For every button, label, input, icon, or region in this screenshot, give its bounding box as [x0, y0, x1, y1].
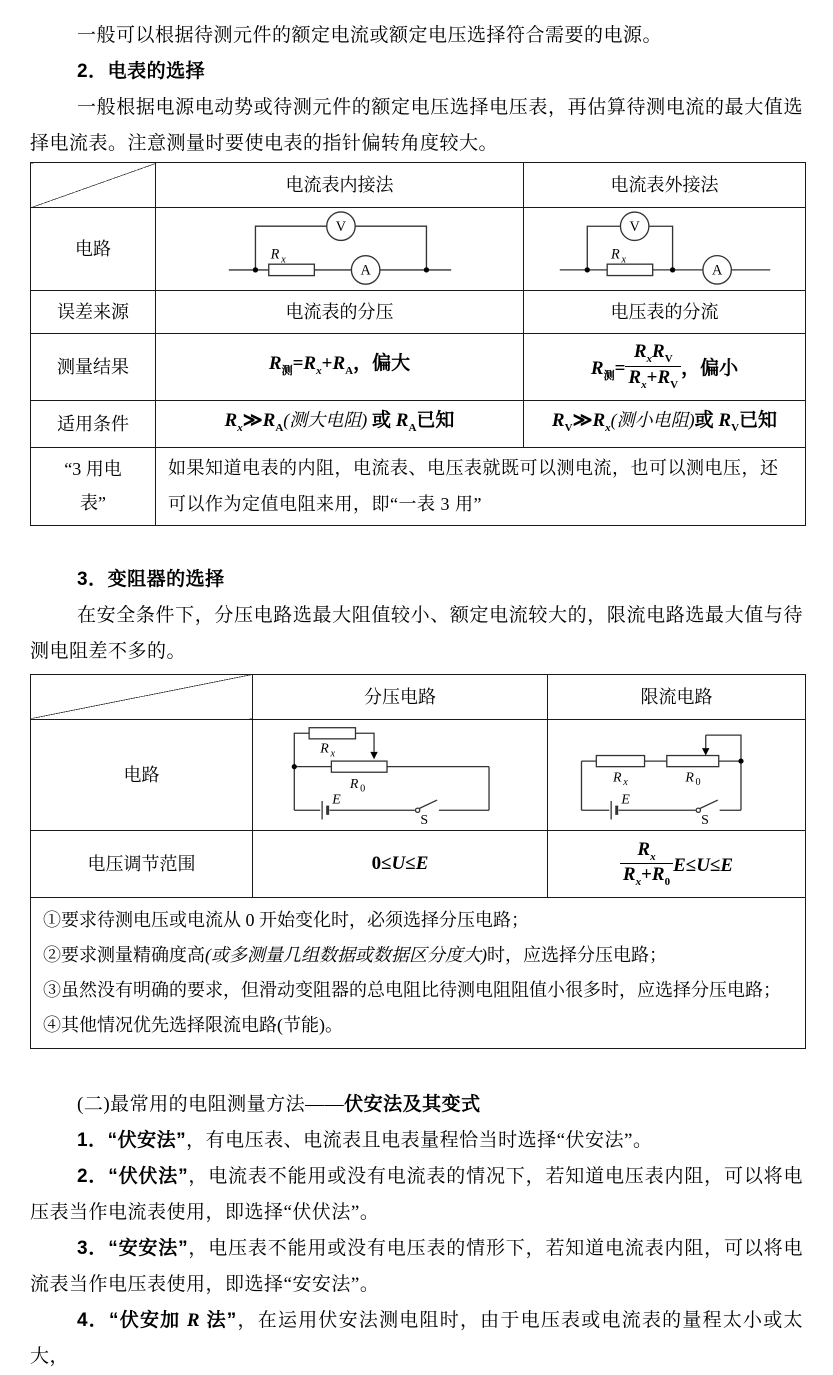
emf-label: E — [332, 792, 341, 808]
ammeter-icon: A — [711, 262, 722, 279]
method-item-4: 4．“伏安加 R 法”，在运用伏安法测电阻时，由于电压表或电流表的量程太小或太大， — [30, 1309, 803, 1367]
table2-circuit-row — [31, 719, 806, 830]
note-4: ④其他情况优先选择限流电路(节能)。 — [43, 1014, 343, 1035]
row-label-voltage-range: 电压调节范围 — [31, 830, 253, 897]
emf-label: E — [620, 792, 630, 808]
switch-label: S — [700, 812, 709, 826]
note-3: ③虽然没有明确的要求，但滑动变阻器的总电阻比待测电阻阻值小很多时，应选择分压电路； — [43, 979, 781, 1000]
intro-paragraph: 一般可以根据待测元件的额定电流或额定电压选择符合需要的电源。 — [77, 25, 663, 46]
table1-header-row — [31, 163, 806, 208]
result-internal-formula: $R_测=R_x+R_A$，偏大 — [268, 353, 411, 377]
row-label-circuit: 电路 — [31, 208, 156, 291]
condition-external-formula: $R_V≫R_x$(测小电阻)或 $R_V$已知 — [551, 410, 778, 434]
rx-label: R — [320, 741, 329, 757]
rx-subscript: x — [622, 776, 628, 788]
section-3-heading: 3．变阻器的选择 — [77, 568, 225, 590]
condition-external — [524, 401, 806, 448]
rx-label: R — [610, 246, 620, 263]
diagonal-header-cell — [31, 163, 156, 208]
voltmeter-icon: V — [629, 218, 640, 235]
rx-subscript: x — [280, 254, 286, 266]
error-internal: 电流表的分压 — [156, 291, 524, 334]
ammeter-icon: A — [360, 262, 371, 279]
internal-connection-circuit-diagram — [220, 211, 460, 287]
switch-label: S — [420, 812, 429, 826]
table2-header-row — [31, 674, 806, 719]
condition-internal — [156, 401, 524, 448]
rx-subscript: x — [330, 748, 335, 760]
col-header-divider: 分压电路 — [253, 674, 548, 719]
note-1: ①要求待测电压或电流从 0 开始变化时，必须选择分压电路； — [43, 909, 529, 930]
rx-subscript: x — [620, 254, 626, 266]
voltage-divider-circuit-diagram — [277, 724, 523, 826]
row-label-error-source: 误差来源 — [31, 291, 156, 334]
r0-label: R — [349, 776, 359, 792]
section-2-heading: 2．电表的选择 — [77, 61, 206, 82]
range-limiter — [548, 830, 806, 897]
row-label-three-use: “3 用电表” — [31, 447, 156, 525]
ammeter-connection-table — [30, 162, 806, 526]
rx-label: R — [612, 770, 622, 786]
table1-result-row — [31, 334, 806, 401]
error-external: 电压表的分流 — [524, 291, 806, 334]
table2-range-row — [31, 830, 806, 897]
table1-three-use-row — [31, 447, 806, 525]
r0-subscript: 0 — [695, 776, 701, 788]
range-divider-formula: 0≤U≤E — [371, 853, 429, 875]
table2-notes-row — [31, 897, 806, 1048]
current-limiter-circuit-diagram — [568, 724, 786, 826]
row-label-circuit: 电路 — [31, 719, 253, 830]
circuit-internal-cell — [156, 208, 524, 291]
circuit-limiter-cell — [548, 719, 806, 830]
result-internal — [156, 334, 524, 401]
result-external — [524, 334, 806, 401]
col-header-internal: 电流表内接法 — [156, 163, 524, 208]
subsection-2-heading: (二)最常用的电阻测量方法——伏安法及其变式 — [77, 1093, 481, 1115]
r0-label: R — [684, 770, 694, 786]
selection-notes-cell — [31, 897, 806, 1048]
section-3-paragraph: 在安全条件下，分压电路选最大阻值较小、额定电流较大的，限流电路选最大值与待测电阻差不多的。 — [30, 604, 803, 662]
col-header-external: 电流表外接法 — [524, 163, 806, 208]
note-2: ②要求测量精确度高(或多测量几组数据或数据区分度大)时，应选择分压电路； — [43, 944, 667, 965]
result-external-formula: $R_测=$ $\frac{R_xR_V}{R_x+R_V}$ ，偏小 — [590, 341, 739, 391]
section-2-paragraph: 一般根据电源电动势或待测元件的额定电压选择电压表，再估算待测电流的最大值选择电流表。注意测量时要使电表的指针偏转角度较大。 — [30, 97, 803, 154]
circuit-external-cell — [524, 208, 806, 291]
row-label-condition: 适用条件 — [31, 401, 156, 448]
col-header-limiter: 限流电路 — [548, 674, 806, 719]
external-connection-circuit-diagram — [556, 211, 774, 287]
rheostat-connection-table — [30, 674, 806, 1049]
voltmeter-icon: V — [335, 218, 346, 235]
table1-circuit-row — [31, 208, 806, 291]
method-item-1: 1．“伏安法”，有电压表、电流表且电表量程恰当时选择“伏安法”。 — [77, 1129, 653, 1151]
diagonal-header-cell — [31, 674, 253, 719]
condition-internal-formula: $R_x≫R_A$(测大电阻) 或 $R_A$已知 — [224, 410, 455, 434]
rx-label: R — [270, 246, 279, 263]
range-divider — [253, 830, 548, 897]
range-limiter-formula: $\frac{R_x}{R_x+R_0}$ E≤U≤E — [620, 855, 733, 876]
r0-subscript: 0 — [360, 783, 366, 795]
three-use-text-cell: 如果知道电表的内阻，电流表、电压表就既可以测电流，也可以测电压，还可以作为定值电阻来用，即“一表 3 用” — [156, 447, 806, 525]
table1-condition-row — [31, 401, 806, 448]
circuit-divider-cell — [253, 719, 548, 830]
method-item-3: 3．“安安法”，电压表不能用或没有电压表的情形下，若知道电流表内阻，可以将电流表当作电压表使用，即选择“安安法”。 — [30, 1237, 803, 1295]
method-item-2: 2．“伏伏法”，电流表不能用或没有电流表的情况下，若知道电压表内阻，可以将电压表当作电流表使用，即选择“伏伏法”。 — [30, 1165, 803, 1223]
row-label-result: 测量结果 — [31, 334, 156, 401]
table1-error-row — [31, 291, 806, 334]
